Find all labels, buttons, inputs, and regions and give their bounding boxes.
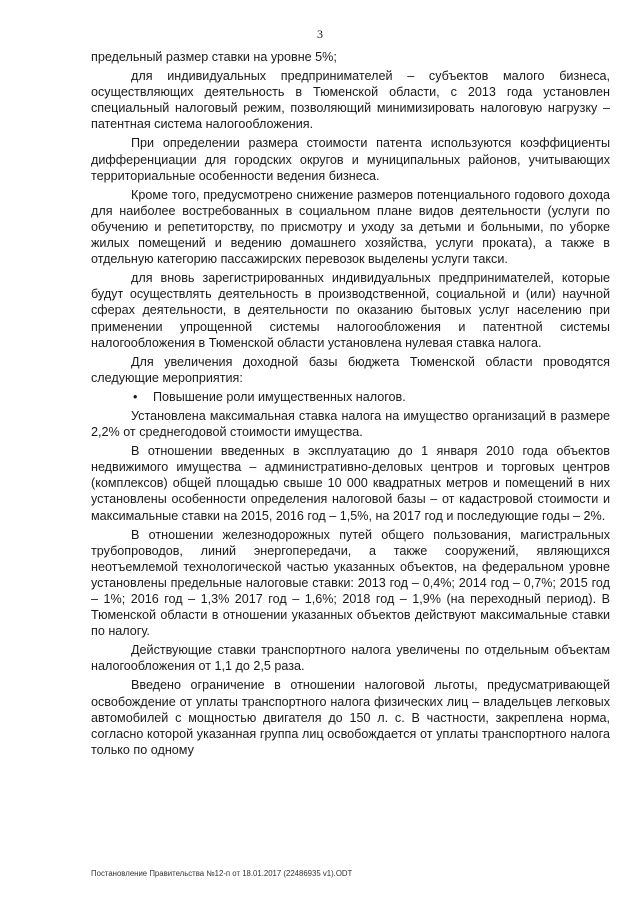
paragraph-7: Установлена максимальная ставка налога на имущество организаций в размере 2,2% от среднегодовой стоимости имущества. (91, 408, 610, 440)
paragraph-1: предельный размер ставки на уровне 5%; (91, 50, 337, 64)
paragraph-5: для вновь зарегистрированных индивидуальных предпринимателей, которые будут осуществлять деятельность в производственной, социальной и (или) научной сферах деятельности, в деятельности по оказанию бытовых услуг населению при применении упрощенной системы налогообложения и патентной системы налогообложения в Тюменской области установлена нулевая ставка налога. (91, 271, 610, 350)
bullet-icon: • (133, 389, 138, 404)
paragraph-2: для индивидуальных предпринимателей – субъектов малого бизнеса, осуществляющих деятельность в Тюменской области, с 2013 года установлен специальный налоговый режим, позволяющий минимизировать налоговую нагрузку – патентная система налогообложения. (91, 69, 610, 132)
paragraph-10: Действующие ставки транспортного налога увеличены по отдельным объектам налогообложения от 1,1 до 2,5 раза. (91, 643, 610, 674)
paragraph-4: Кроме того, предусмотрено снижение размеров потенциального годового дохода для наиболее востребованных в социальном плане видов деятельности (услуги по обучению и репетиторству, по присмотру и уходу за детьми и больными, по уборке жилых помещений и ведению домашнего хозяйства, услуги проката), а также в отдельную категорию пассажирских перевозок выделены услуги такси. (91, 187, 610, 267)
paragraph-9: В отношении железнодорожных путей общего пользования, магистральных трубопроводов, линий энергопередачи, а также сооружений, являющихся неотъемлемой технологической частью указанных объектов, на федеральном уровне установлены предельные налоговые ставки: 2013 год – 0,4%; 2014 год – 0,7%; 2015 год – 1%; 2016 год – 1,3% 2017 год – 1,6%; 2018 год – 1,9% (на переходный период). В Тюменской области в отношении указанных объектов действуют максимальные ставки по налогу. (91, 527, 610, 639)
paragraph-6: Для увеличения доходной базы бюджета Тюменской области проводятся следующие мероприятия: (91, 354, 610, 385)
paragraph-11: Введено ограничение в отношении налоговой льготы, предусматривающей освобождение от уплаты транспортного налога физических лиц – владельцев легковых автомобилей с мощностью двигателя до 150 л. с. В частности, закреплена норма, согласно которой указанная группа лиц освобождается от уплаты транспортного налога только по одному (91, 678, 610, 757)
document-footer: Постановление Правительства №12-п от 18.01.2017 (22486935 v1).ODT (91, 869, 353, 878)
page-number: 3 (317, 27, 323, 41)
document-body (91, 49, 610, 761)
bullet-text: Повышение роли имущественных налогов. (153, 389, 406, 404)
bullet-item (91, 389, 610, 405)
paragraph-8: В отношении введенных в эксплуатацию до 1 января 2010 года объектов недвижимого имущества – административно-деловых центров и торговых центров (комплексов) общей площадью свыше 10 000 квадратных метров и помещений в них установлены особенности определения налоговой базы – от кадастровой стоимости и максимальные ставки на 2015, 2016 год – 1,5%, на 2017 год и последующие годы – 2%. (91, 444, 610, 523)
paragraph-3: При определении размера стоимости патента используются коэффициенты дифференциации для городских округов и муниципальных районов, учитывающих территориальные особенности ведения бизнеса. (91, 136, 610, 183)
